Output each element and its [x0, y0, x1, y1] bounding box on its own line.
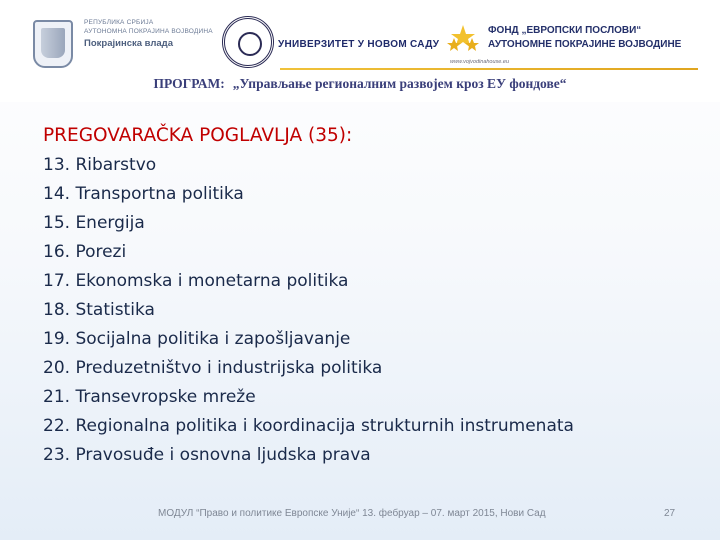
list-item: 18. Statistika	[43, 300, 155, 320]
list-item: 23. Pravosuđe i osnovna ljudska prava	[43, 445, 371, 465]
gov-line-2: АУТОНОМНА ПОКРАЈИНА ВОЈВОДИНА	[84, 28, 213, 35]
fond-line-1: ФОНД „ЕВРОПСКИ ПОСЛОВИ“	[488, 25, 642, 36]
university-seal-icon	[222, 16, 274, 68]
university-name: УНИВЕРЗИТЕТ У НОВОМ САДУ	[278, 39, 440, 50]
fond-stars-logo-icon	[446, 24, 480, 58]
list-item: 22. Regionalna politika i koordinacija strukturnih instrumenata	[43, 416, 574, 436]
footer-text: МОДУЛ “Право и политике Европске Уније“ 13. фебруар – 07. март 2015, Нови Сад	[158, 508, 546, 519]
fond-url: www.vojvodinahouse.eu	[450, 59, 510, 65]
header-banner	[0, 0, 720, 102]
slide-title: PREGOVARAČKA POGLAVLJA (35):	[43, 125, 353, 146]
list-item: 19. Socijalna politika i zapošljavanje	[43, 329, 351, 349]
program-prefix: ПРОГРАМ:	[153, 76, 225, 91]
page-number: 27	[664, 508, 676, 519]
list-item: 20. Preduzetništvo i industrijska politika	[43, 358, 383, 378]
list-item: 15. Energija	[43, 213, 145, 233]
list-item: 13. Ribarstvo	[43, 155, 157, 175]
program-label	[0, 76, 720, 92]
list-item: 21. Transevropske mreže	[43, 387, 256, 407]
fond-logo-text	[488, 24, 681, 52]
gov-line-1: РЕПУБЛИКА СРБИЈА	[84, 19, 154, 26]
list-item: 14. Transportna politika	[43, 184, 244, 204]
vojvodina-coat-of-arms-icon	[33, 20, 73, 68]
chapter-list	[43, 152, 574, 471]
list-item: 16. Porezi	[43, 242, 127, 262]
program-name: „Управљање регионалним развојем кроз ЕУ фондове“	[232, 76, 567, 91]
provincial-government-logo-text	[84, 18, 213, 49]
gov-line-3: Покрајинска влада	[84, 38, 173, 49]
list-item: 17. Ekonomska i monetarna politika	[43, 271, 349, 291]
fond-line-2: АУТОНОМНЕ ПОКРАЈИНЕ ВОЈВОДИНЕ	[488, 39, 682, 50]
header-divider	[280, 68, 698, 70]
